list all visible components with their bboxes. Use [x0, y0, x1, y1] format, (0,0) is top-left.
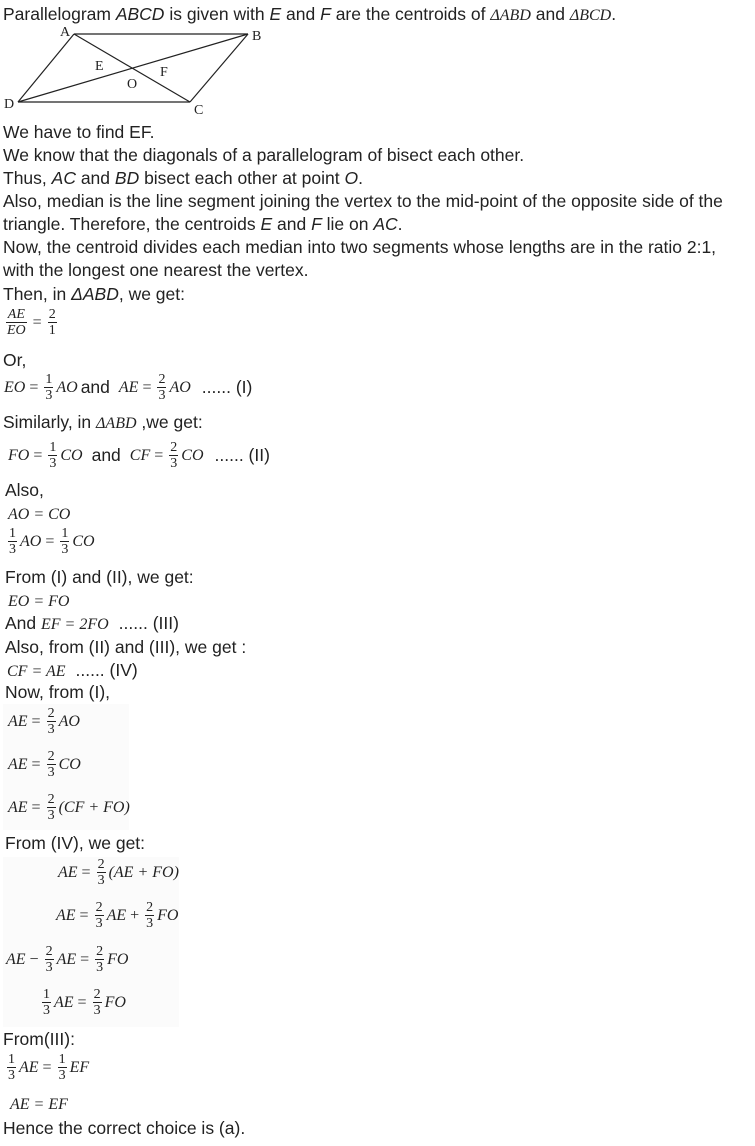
math-ae: AE	[54, 993, 74, 1011]
equals-sign: =	[142, 378, 152, 396]
from-iv-line: From (IV), we get:	[5, 833, 146, 853]
math-co: CO	[58, 755, 81, 773]
minus-sign: −	[29, 950, 39, 968]
denominator: 3	[45, 388, 53, 403]
equation-2	[8, 440, 270, 471]
math-fo: FO	[157, 906, 179, 924]
fraction-2-3	[169, 440, 178, 471]
similarly-text: ,we get:	[136, 412, 203, 432]
math-ae: AE	[58, 863, 78, 881]
equation-tag-1: ...... (I)	[201, 377, 253, 397]
bisect-o: O	[344, 168, 359, 188]
fraction-ae-eo	[6, 307, 27, 338]
numerator: AE	[7, 307, 25, 322]
equals-sign: =	[32, 313, 42, 331]
math-ae: AE	[8, 712, 28, 730]
bisect-bd: BD	[114, 168, 140, 188]
median-text: lie on	[321, 214, 374, 234]
eo-equals-fo: EO = FO	[8, 593, 70, 610]
statement-text: and	[530, 4, 570, 24]
equation-tag-2: ...... (II)	[214, 445, 270, 465]
numerator: 1	[8, 1052, 15, 1067]
numerator: 2	[158, 372, 166, 387]
fraction-2-3	[145, 900, 154, 931]
median-text: .	[397, 214, 403, 234]
bisect-text: bisect each other at point	[139, 168, 345, 188]
label-a: A	[60, 25, 71, 40]
denominator: EO	[7, 323, 26, 338]
then-text: Then, in	[3, 284, 72, 304]
bisect-ac: AC	[51, 168, 76, 188]
math-ae: AE	[6, 950, 26, 968]
math-cf: CF	[129, 446, 151, 464]
statement-text: is given with	[164, 4, 270, 24]
denominator: 3	[95, 916, 103, 931]
numerator: 1	[45, 372, 53, 387]
denominator: 3	[58, 1068, 66, 1083]
denominator: 3	[9, 542, 16, 557]
math-co: CO	[181, 446, 204, 464]
math-ae: AE	[8, 755, 28, 773]
similarly-text: Similarly, in	[3, 412, 97, 432]
math-ae: AE	[19, 1058, 39, 1076]
numerator: 1	[9, 526, 16, 541]
denominator: 3	[47, 765, 55, 780]
ae-two-thirds-cf-fo	[8, 792, 130, 823]
statement-abcd: ABCD	[115, 4, 165, 24]
third-ae-ef	[5, 1052, 89, 1083]
third-equation	[6, 526, 95, 557]
median-line-2	[3, 213, 403, 236]
ef-equals-2fo: EF = 2FO	[41, 616, 109, 633]
fraction-2-3	[47, 749, 56, 780]
side-bc	[190, 34, 248, 102]
equals-sign: =	[80, 950, 90, 968]
label-b: B	[252, 29, 262, 44]
bisect-text: Thus,	[3, 168, 52, 188]
math-ae-plus-fo: (AE + FO)	[108, 863, 179, 881]
equals-sign: =	[45, 532, 55, 550]
denominator: 3	[61, 542, 69, 557]
equals-sign: =	[42, 1058, 52, 1076]
ae-subtracted	[6, 944, 128, 975]
math-ao: AO	[169, 378, 191, 396]
label-c: C	[194, 103, 204, 118]
from-i-ii-line: From (I) and (II), we get:	[5, 567, 194, 587]
math-ao: AO	[20, 532, 42, 550]
ae-two-thirds-ao	[8, 706, 80, 737]
statement-text: .	[611, 4, 617, 24]
third-ae-equals	[40, 987, 126, 1018]
denominator: 3	[45, 960, 53, 975]
numerator: 2	[95, 900, 103, 915]
numerator: 2	[170, 440, 178, 455]
numerator: 1	[61, 526, 69, 541]
fraction-1-3	[8, 526, 17, 557]
fraction-2-3	[95, 944, 104, 975]
then-triangle: ΔABD	[71, 284, 119, 304]
median-line-1: Also, median is the line segment joining the vertex to the mid-point of the opposite side of the	[3, 191, 723, 211]
denominator: 3	[43, 1003, 50, 1018]
similarly-line	[3, 411, 203, 435]
fraction-1-3	[58, 1052, 67, 1083]
fraction-2-1	[48, 307, 57, 338]
math-ae: AE	[118, 378, 139, 396]
math-ae: AE	[56, 906, 76, 924]
then-text: , we get:	[118, 284, 185, 304]
math-ao: AO	[56, 378, 78, 396]
statement-triangle-abd: ΔABD	[490, 7, 531, 24]
math-fo: FO	[8, 446, 30, 464]
denominator: 3	[8, 1068, 15, 1083]
from-ii-iii-line: Also, from (II) and (III), we get :	[5, 637, 247, 657]
numerator: 1	[43, 987, 50, 1002]
and-text: and	[91, 445, 121, 465]
equation-tag-4: ...... (IV)	[75, 660, 138, 680]
denominator: 3	[93, 1003, 101, 1018]
statement-f: F	[320, 4, 331, 24]
equals-sign: =	[33, 446, 43, 464]
numerator: 2	[96, 944, 104, 959]
fraction-2-3	[93, 987, 102, 1018]
label-e: E	[95, 59, 104, 74]
math-ef: EF	[69, 1058, 90, 1076]
from-iii-line: From(III):	[3, 1029, 75, 1049]
label-d: D	[4, 97, 15, 112]
fraction-2-3	[97, 857, 106, 888]
denominator: 3	[158, 388, 166, 403]
centroid-line-1: Now, the centroid divides each median into two segments whose lengths are in the ratio 2:1,	[3, 237, 717, 257]
fraction-2-3	[45, 944, 54, 975]
find-line: We have to find EF.	[3, 122, 155, 142]
denominator: 3	[49, 456, 57, 471]
fraction-1-3	[42, 987, 51, 1018]
numerator: 2	[97, 857, 105, 872]
median-text: and	[272, 214, 312, 234]
denominator: 3	[170, 456, 178, 471]
statement-e: E	[269, 4, 282, 24]
median-text: triangle. Therefore, the centroids	[3, 214, 261, 234]
math-ao: AO	[58, 712, 80, 730]
denominator: 3	[96, 960, 104, 975]
bisect-text: .	[358, 168, 363, 188]
fraction-2-3	[47, 706, 56, 737]
bisect-line	[3, 167, 363, 190]
denominator: 3	[146, 916, 154, 931]
equals-sign: =	[81, 863, 91, 881]
then-line	[3, 283, 185, 306]
conclusion-line: Hence the correct choice is (a).	[3, 1118, 246, 1138]
equation-3	[5, 612, 179, 636]
equals-sign: =	[77, 993, 87, 1011]
equals-sign: =	[154, 446, 164, 464]
numerator: 2	[45, 944, 53, 959]
numerator: 2	[47, 749, 55, 764]
denominator: 3	[47, 722, 55, 737]
equals-sign: =	[79, 906, 89, 924]
math-ae: AE	[106, 906, 127, 924]
denominator: 3	[47, 808, 55, 823]
numerator: 1	[49, 440, 57, 455]
math-eo: EO	[4, 378, 26, 396]
fraction-1-3	[7, 1052, 16, 1083]
numerator: 2	[146, 900, 154, 915]
numerator: 2	[47, 792, 55, 807]
math-fo: FO	[104, 993, 126, 1011]
equation-tag-3: ...... (III)	[118, 613, 179, 633]
ae-expanded	[56, 900, 178, 931]
ratio-equation	[4, 307, 59, 338]
statement-triangle-bcd: ΔBCD	[569, 7, 612, 24]
math-co: CO	[60, 446, 83, 464]
equals-sign: =	[29, 378, 39, 396]
plus-sign: +	[130, 906, 140, 924]
equals-sign: =	[31, 798, 41, 816]
and-text: And	[5, 613, 41, 633]
also-line: Also,	[5, 480, 44, 500]
equation-1	[4, 372, 252, 403]
equals-sign: =	[31, 712, 41, 730]
cf-equals-ae: CF = AE	[7, 663, 66, 680]
numerator: 2	[48, 307, 56, 322]
ae-two-thirds-co	[8, 749, 81, 780]
centroid-line-2: with the longest one nearest the vertex.	[3, 260, 309, 280]
denominator: 3	[97, 873, 105, 888]
numerator: 2	[93, 987, 101, 1002]
numerator: 2	[47, 706, 55, 721]
math-ae: AE	[8, 798, 28, 816]
ae-two-thirds-ae-fo	[58, 857, 179, 888]
math-ae: AE	[56, 950, 77, 968]
median-f: F	[311, 214, 322, 234]
diagonals-line: We know that the diagonals of a parallelogram of bisect each other.	[3, 145, 525, 165]
parallelogram-figure	[0, 24, 280, 120]
label-f: F	[160, 65, 168, 80]
or-line: Or,	[3, 350, 27, 370]
fraction-1-3	[48, 440, 57, 471]
equals-sign: =	[31, 755, 41, 773]
math-co: CO	[72, 532, 95, 550]
and-text: and	[80, 377, 110, 397]
statement-text: Parallelogram	[3, 4, 116, 24]
equation-4	[7, 659, 138, 683]
side-ad	[18, 34, 74, 102]
fraction-2-3	[47, 792, 56, 823]
ao-equals-co: AO = CO	[8, 506, 71, 523]
bisect-text: and	[75, 168, 115, 188]
now-from-i-line: Now, from (I),	[5, 682, 111, 702]
numerator: 1	[58, 1052, 66, 1067]
denominator: 1	[48, 323, 56, 338]
math-cf-plus-fo: (CF + FO)	[58, 798, 130, 816]
fraction-1-3	[60, 526, 69, 557]
math-fo: FO	[107, 950, 129, 968]
ae-equals-ef: AE = EF	[10, 1096, 68, 1113]
median-ac: AC	[373, 214, 398, 234]
fraction-2-3	[157, 372, 166, 403]
fraction-1-3	[44, 372, 53, 403]
similarly-triangle: ΔABD	[96, 415, 137, 432]
statement-text: and	[281, 4, 321, 24]
fraction-2-3	[95, 900, 104, 931]
label-o: O	[127, 77, 138, 92]
statement-text: are the centroids of	[330, 4, 491, 24]
median-e: E	[260, 214, 273, 234]
